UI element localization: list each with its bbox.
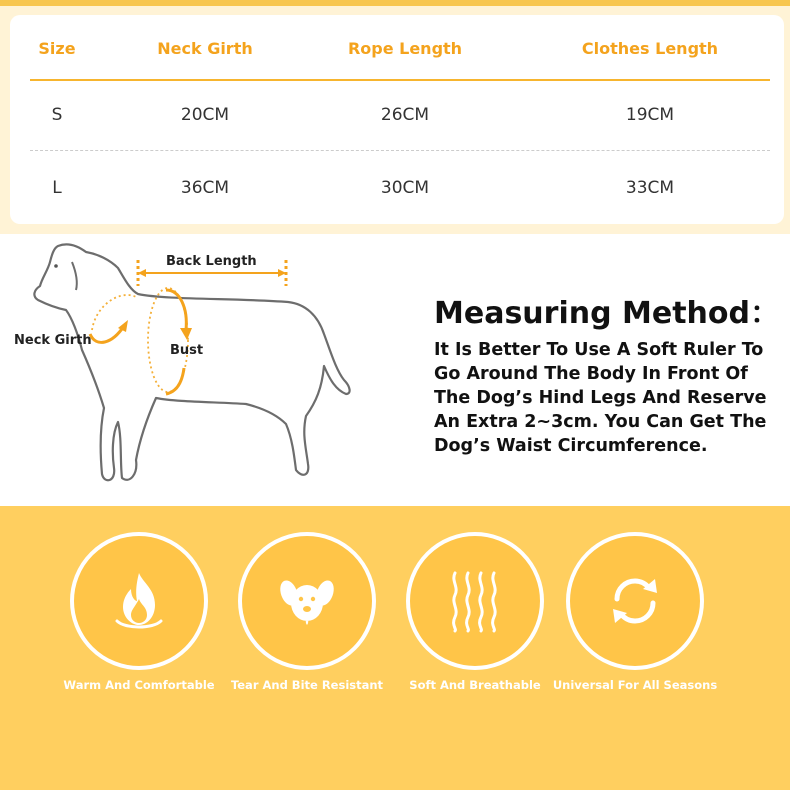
neck-girth-loop (92, 295, 138, 330)
row-divider (30, 150, 770, 151)
cell-neck-girth: 36CM (180, 178, 230, 198)
header-neck-girth: Neck Girth (157, 39, 253, 58)
size-table (10, 15, 784, 224)
table-row (10, 97, 784, 133)
feature-badge (566, 532, 704, 670)
feature-breathable (400, 526, 550, 706)
table-header-row (10, 31, 784, 67)
feature-badge (406, 532, 544, 670)
table-row (10, 170, 784, 206)
feature-label: Soft And Breathable (409, 678, 541, 692)
feature-badge (70, 532, 208, 670)
dog-measurement-diagram (6, 238, 366, 500)
measuring-method-text: It Is Better To Use A Soft Ruler To Go Around The Body In Front Of The Dog’s Hind Legs And Reserve An Extra 2~3cm. You Can Get The Dog’s Waist Circumference. (434, 340, 767, 456)
feature-all-seasons (552, 526, 718, 706)
feature-tear-resistant (232, 526, 382, 706)
feature-label: Tear And Bite Resistant (230, 678, 384, 692)
dog-face-icon (275, 569, 339, 633)
feature-label: Universal For All Seasons (552, 678, 718, 692)
bust-label: Bust (170, 343, 204, 358)
bust-arrowhead (180, 328, 192, 340)
cell-size: S (51, 105, 63, 125)
back-length-arrowhead-right (278, 269, 286, 277)
cell-clothes-length: 33CM (625, 178, 675, 198)
size-table-section (0, 0, 790, 234)
measuring-method-title: Measuring Method： (434, 296, 780, 331)
dog-ear-icon (72, 262, 77, 290)
feature-warm (64, 526, 214, 706)
header-divider (30, 79, 770, 81)
header-clothes-length: Clothes Length (581, 39, 719, 58)
dog-outline-icon (34, 244, 349, 480)
back-length-label: Back Length (166, 254, 257, 269)
neck-girth-label: Neck Girth (14, 333, 92, 348)
dog-eye-icon (54, 264, 58, 268)
cell-rope-length: 30CM (380, 178, 430, 198)
bust-arrow-top (166, 290, 186, 330)
neck-girth-arrow (90, 326, 124, 342)
feature-label: Warm And Comfortable (63, 678, 215, 692)
feature-badge (238, 532, 376, 670)
cell-neck-girth: 20CM (180, 105, 230, 125)
cell-size: L (52, 178, 62, 198)
cell-clothes-length: 19CM (625, 105, 675, 125)
features-band (0, 506, 790, 790)
measuring-section (0, 234, 790, 506)
bust-arrow-bottom (166, 368, 184, 394)
header-size: Size (38, 39, 76, 58)
back-length-arrowhead-left (138, 269, 146, 277)
cell-rope-length: 26CM (380, 105, 430, 125)
flame-icon (107, 569, 171, 633)
recycle-arrows-icon (603, 569, 667, 633)
header-rope-length: Rope Length (347, 39, 463, 58)
wavy-lines-icon (443, 569, 507, 633)
